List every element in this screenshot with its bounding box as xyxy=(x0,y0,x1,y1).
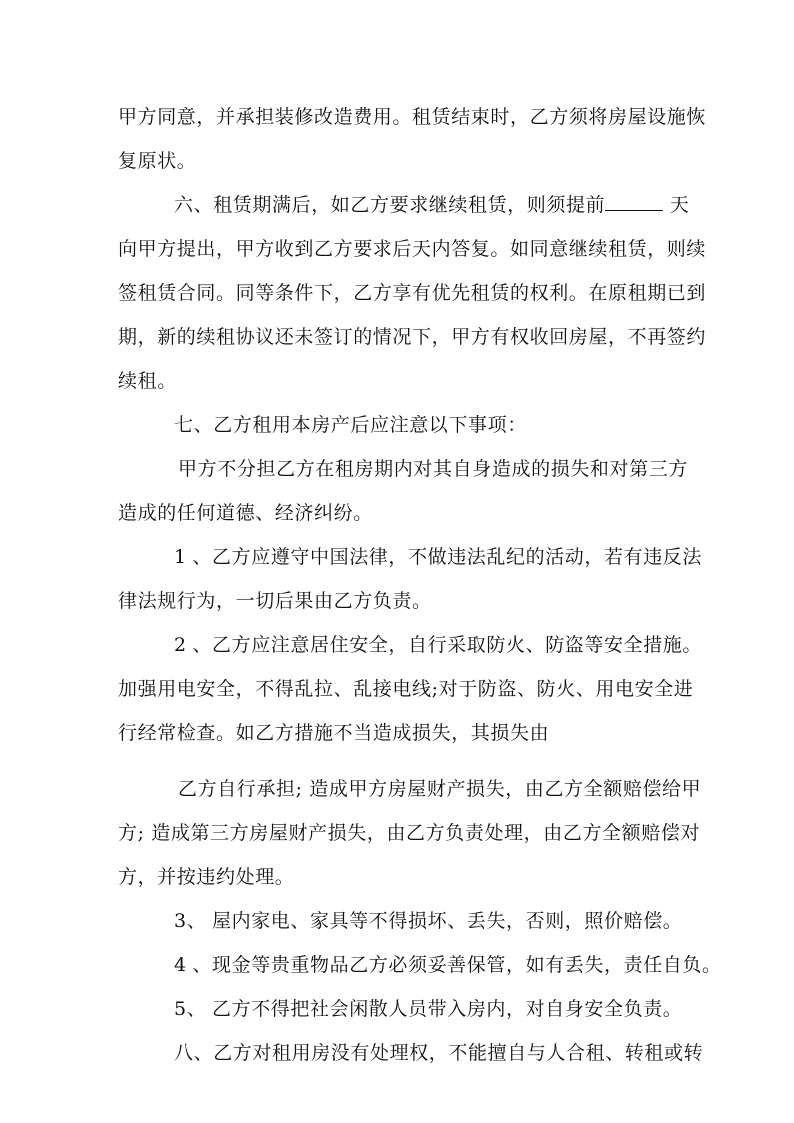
paragraph-line: 签租赁合同。同等条件下，乙方享有优先租赁的权利。在原租期已到 xyxy=(118,282,707,304)
paragraph-line: 律法规行为，一切后果由乙方负责。 xyxy=(118,590,432,612)
item-number: 1、 xyxy=(174,546,212,568)
item-5-line xyxy=(174,996,688,1022)
clause-six-line xyxy=(174,192,688,218)
item-number: 2、 xyxy=(174,634,212,656)
item-4-line xyxy=(174,952,722,978)
item-text: 现金等贵重物品乙方必须妥善保管，如有丢失，责任自负。 xyxy=(212,954,722,976)
paragraph-line: 方，并按违约处理。 xyxy=(118,866,295,888)
item-2-line xyxy=(174,632,703,658)
paragraph-line: 甲方同意，并承担装修改造费用。租赁结束时，乙方须将房屋设施恢 xyxy=(118,106,707,128)
item-text: 屋内家电、家具等不得损坏、丢失，否则，照价赔偿。 xyxy=(212,910,683,932)
paragraph-line: 续租。 xyxy=(118,370,177,392)
item-text: 乙方不得把社会闲散人员带入房内，对自身安全负责。 xyxy=(212,998,683,1020)
paragraph-line: 向甲方提出，甲方收到乙方要求后天内答复。如同意继续租赁，则续 xyxy=(118,238,707,260)
clause-seven-heading: 七、乙方租用本房产后应注意以下事项： xyxy=(174,414,527,436)
item-text: 乙方应注意居住安全，自行采取防火、防盗等安全措施。 xyxy=(212,634,703,656)
item-number: 4、 xyxy=(174,954,212,976)
paragraph-line: 乙方自行承担; 造成甲方房屋财产损失，由乙方全额赔偿给甲 xyxy=(178,778,702,800)
paragraph-line: 造成的任何道德、经济纠纷。 xyxy=(118,502,373,524)
paragraph-line: 方; 造成第三方房屋财产损失，由乙方负责处理，由乙方全额赔偿对 xyxy=(118,822,701,844)
paragraph-line: 甲方不分担乙方在租房期内对其自身造成的损失和对第三方 xyxy=(178,458,688,480)
item-number: 5、 xyxy=(174,998,207,1020)
clause-eight-line: 八、乙方对租用房没有处理权，不能擅自与人合租、转租或转 xyxy=(174,1042,704,1064)
paragraph-line: 加强用电安全，不得乱拉、乱接电线;对于防盗、防火、用电安全进 xyxy=(118,678,694,700)
item-number: 3、 xyxy=(174,910,207,932)
paragraph-line: 期，新的续租协议还未签订的情况下，甲方有权收回房屋，不再签约 xyxy=(118,326,707,348)
item-1-line xyxy=(174,544,703,570)
clause-six-unit: 天 xyxy=(669,194,690,216)
clause-six-text: 六、租赁期满后，如乙方要求继续租赁，则须提前 xyxy=(174,194,606,216)
paragraph-line: 复原状。 xyxy=(118,150,197,172)
item-text: 乙方应遵守中国法律，不做违法乱纪的活动，若有违反法 xyxy=(212,546,703,568)
blank-fill-field xyxy=(605,192,663,211)
paragraph-line: 行经常检查。如乙方措施不当造成损失，其损失由 xyxy=(118,722,550,744)
item-3-line xyxy=(174,908,688,934)
